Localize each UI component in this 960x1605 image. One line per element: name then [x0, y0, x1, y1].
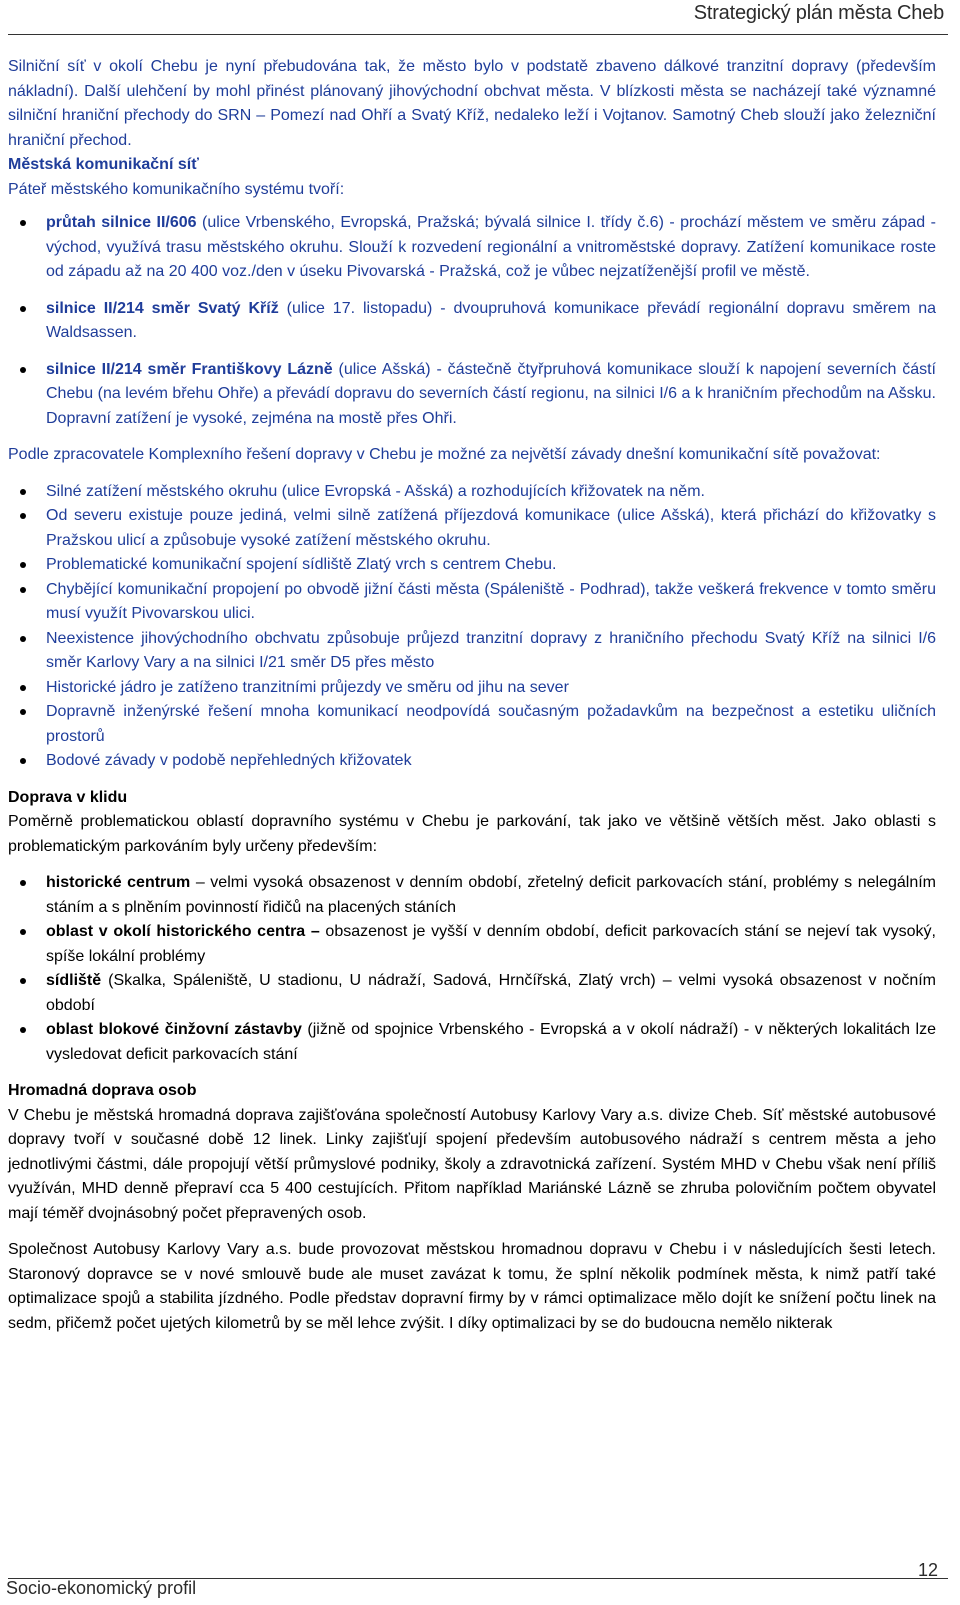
list-item: silnice II/214 směr Svatý Kříž (ulice 17. listopadu) - dvoupruhová komunikace převádí regionální dopravu směrem na Waldsassen. [46, 297, 936, 346]
list-item: historické centrum – velmi vysoká obsazenost v denním období, zřetelný deficit parkovacích stání, problémy s nelegálním stáním a s plněním povinností řidičů na placených stáních [46, 871, 936, 920]
section-heading-parking: Doprava v klidu [8, 788, 128, 806]
list-item: silnice II/214 směr Františkovy Lázně (ulice Ašská) - částečně čtyřpruhová komunikace slouží k napojení severních částí Chebu (na levém břehu Ohře) a převádí dopravu do severních částí regionu, na silnici I/6 a k hraničním přechodům na Ašsku. Dopravní zatížení je vysoké, zejména na mostě přes Ohři. [46, 358, 936, 432]
list-item: Problematické komunikační spojení sídliště Zlatý vrch s centrem Chebu. [46, 553, 936, 578]
section-intro-city-network: Páteř městského komunikačního systému tvoří: [8, 180, 345, 198]
footer-title: Socio-ekonomický profil [6, 1578, 197, 1598]
defects-intro: Podle zpracovatele Komplexního řešení dopravy v Chebu je možné za největší závady dnešní komunikační sítě považovat: [8, 446, 881, 463]
list-item: Bodové závady v podobě nepřehledných křižovatek [46, 749, 936, 774]
list-item: oblast v okolí historického centra – obsazenost je vyšší v denním období, deficit parkovacích stání se nejeví tak vysoký, spíše lokální problémy [46, 920, 936, 969]
parking-intro: Poměrně problematickou oblastí dopravního systému v Chebu je parkování, tak jako ve většině větších měst. Jako oblasti s problematickým parkováním byly určeny především: [8, 813, 936, 855]
document-body [8, 55, 936, 1336]
section-heading-city-network: Městská komunikační síť [8, 156, 199, 173]
list-item: Neexistence jihovýchodního obchvatu způsobuje průjezd tranzitní dopravy z hraničního přechodu Svatý Kříž na silnici I/6 směr Karlovy Vary a na silnici I/21 směr D5 přes město [46, 627, 936, 676]
list-item: Od severu existuje pouze jediná, velmi silně zatížená příjezdová komunikace (ulice Ašská), která přichází do křižovatky s Pražskou ulicí a způsobuje vysoké zatížení městského okruhu. [46, 504, 936, 553]
public-transport-paragraph-2: Společnost Autobusy Karlovy Vary a.s. bude provozovat městskou hromadnou dopravu v Chebu i v následujících šesti letech. Staronový dopravce se v nové smlouvě bude ale muset zavázat k tomu, že splní několik podmínek města, k nimž patří také optimalizace spojů a stabilita jízdného. Podle představ dopravní firmy by v rámci optimalizace mělo dojít ke snížení počtu linek na sedm, přičemž počet ujetých kilometrů by se měl lehce zvýšit. I díky optimalizaci by se do budoucna nemělo nikterak [8, 1241, 936, 1332]
list-item: průtah silnice II/606 (ulice Vrbenského, Evropská, Pražská; bývalá silnice I. třídy č.6) - prochází městem ve směru západ - východ, využívá trasu městského okruhu. Slouží k rozvedení regionální a vnitroměstské dopravy. Zatížení komunikace roste od západu až na 20 400 voz./den v úseku Pivovarská - Pražská, což je vůbec nejzatíženější profil ve městě. [46, 211, 936, 285]
page-header-title: Strategický plán města Cheb [693, 2, 944, 24]
page-number: 12 [917, 1560, 938, 1580]
list-item: Dopravně inženýrské řešení mnoha komunikací neodpovídá současným požadavkům na bezpečnost a estetiku uličních prostorů [46, 700, 936, 749]
list-item: oblast blokové činžovní zástavby (jižně od spojnice Vrbenského - Evropská a v okolí nádraží) - v některých lokalitách lze vysledovat deficit parkovacích stání [46, 1018, 936, 1067]
public-transport-paragraph-1: V Chebu je městská hromadná doprava zajišťována společností Autobusy Karlovy Vary a.s. divize Cheb. Síť městské autobusové dopravy tvoří v současné době 12 linek. Linky zajišťují spojení především autobusového nádraží s centrem města a jeho jednotlivými částmi, dále propojují větší průmyslové podniky, školy a zdravotnická zařízení. Systém MHD v Chebu však není příliš využíván, MHD denně přepraví cca 5 400 cestujících. Přitom například Mariánské Lázně se zhruba polovičním počtem obyvatel mají téměř dvojnásobný počet přepravených osob. [8, 1106, 936, 1222]
list-item: Silné zatížení městského okruhu (ulice Evropská - Ašská) a rozhodujících křižovatek na něm. [46, 480, 936, 505]
defects-list [8, 480, 936, 774]
city-network-list [8, 211, 936, 431]
section-heading-public-transport: Hromadná doprava osob [8, 1082, 197, 1099]
intro-paragraph: Silniční síť v okolí Chebu je nyní přebudována tak, že město bylo v podstatě zbaveno dálkové tranzitní dopravy (především nákladní). Další ulehčení by mohl přinést plánovaný jihovýchodní obchvat města. V blízkosti města se nacházejí také významné silniční hraniční přechody do SRN – Pomezí nad Ohří a Svatý Kříž, nedaleko leží i Vojtanov. Samotný Cheb slouží jako železniční hraniční přechod. [8, 58, 936, 149]
header-divider [8, 34, 948, 35]
parking-list [8, 871, 936, 1067]
list-item: sídliště (Skalka, Spáleniště, U stadionu, U nádraží, Sadová, Hrnčířská, Zlatý vrch) – velmi vysoká obsazenost v nočním období [46, 969, 936, 1018]
list-item: Chybějící komunikační propojení po obvodě jižní části města (Spáleniště - Podhrad), takže veškerá frekvence v tomto směru musí využít Pivovarskou ulici. [46, 578, 936, 627]
list-item: Historické jádro je zatíženo tranzitními průjezdy ve směru od jihu na sever [46, 676, 936, 701]
